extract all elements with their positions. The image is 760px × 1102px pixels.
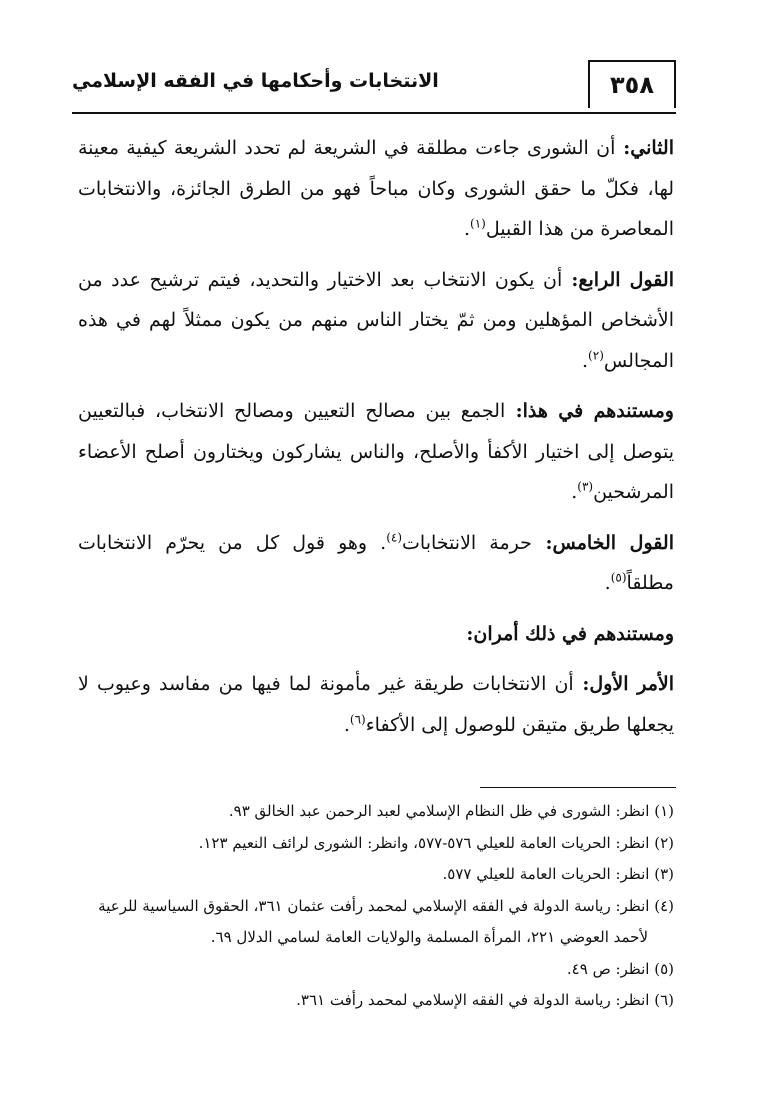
footnote-ref: (٣)	[577, 479, 594, 494]
paragraph-end: .	[582, 349, 589, 372]
paragraph-end: .	[463, 218, 471, 240]
footnotes	[78, 796, 674, 1017]
footnote-4: (٤) انظر: رياسة الدولة في الفقه الإسلامي لمحمد رأفت عثمان ٣٦١، الحقوق السياسية للرعية	[98, 896, 674, 915]
paragraph-second	[78, 128, 674, 250]
page-header	[72, 52, 676, 114]
paragraph-text-continued: . وهو قول كل من يحرّم الانتخابات مطلقاً	[78, 531, 674, 594]
header-divider	[72, 112, 676, 114]
paragraph-lead: الأمر الأول:	[573, 673, 674, 695]
paragraph-text: الجمع بين مصالح التعيين ومصالح الانتخاب، فبالتعيين يتوصل إلى اختيار الأكفأ والأصلح، والناس يشاركون ويختارون أصلح الأعضاء المرشحين	[78, 400, 674, 503]
footnote-divider	[480, 787, 676, 788]
footnote-5: (٥) انظر: ص ٤٩.	[566, 959, 674, 978]
footnote-ref: (٦)	[349, 712, 366, 727]
paragraph-end: .	[343, 713, 350, 736]
main-text	[78, 128, 674, 755]
footnote-1: (١) انظر: الشورى في ظل النظام الإسلامي لعبد الرحمن عبد الخالق ٩٣.	[228, 802, 674, 820]
paragraph-lead: الثاني:	[615, 137, 674, 159]
paragraph-two-matters	[78, 614, 674, 655]
paragraph-end: .	[604, 572, 611, 594]
paragraph-text: أن يكون الانتخاب بعد الاختيار والتحديد، فيتم ترشيح عدد من الأشخاص المؤهلين ومن ثمّ يختار الناس منهم من يكون ممثلاً لهم في هذه المجالس	[78, 268, 674, 372]
paragraph-first-matter	[78, 664, 674, 745]
paragraph-fourth-opinion	[78, 260, 674, 382]
paragraph-end: .	[571, 481, 578, 503]
paragraph-lead: ومستندهم في ذلك أمران:	[466, 622, 674, 645]
paragraph-basis	[78, 391, 674, 513]
footnote-ref: (٤)	[386, 530, 403, 545]
paragraph-fifth-opinion	[78, 523, 674, 604]
paragraph-text: أن الشورى جاءت مطلقة في الشريعة لم تحدد الشريعة كيفية معينة لها، فكلّ ما حقق الشورى وكان مباحاً فهو من الطرق الجائزة، والانتخابات المعاصرة من هذا القبيل	[78, 137, 674, 240]
footnote-3: (٣) انظر: الحريات العامة للعيلي ٥٧٧.	[442, 865, 674, 883]
footnote-2: (٢) انظر: الحريات العامة للعيلي ٥٧٦-٥٧٧، وانظر: الشورى لرائف النعيم ١٢٣.	[198, 833, 674, 852]
page-number: ٣٥٨	[588, 60, 676, 108]
footnote-ref: (١)	[470, 216, 486, 231]
running-title: الانتخابات وأحكامها في الفقه الإسلامي	[72, 70, 439, 92]
paragraph-lead: القول الخامس:	[531, 531, 674, 554]
footnote-4-continued: لأحمد العوضي ٢٢١، المرأة المسلمة والولايات العامة لسامي الدلال ٦٩.	[210, 928, 648, 946]
paragraph-text: أن الانتخابات طريقة غير مأمونة لما فيها من مفاسد وعيوب لا يجعلها طريق متيقن للوصول إلى الأكفاء	[78, 673, 674, 736]
footnote-ref: (٥)	[610, 570, 627, 585]
footnote-ref: (٢)	[588, 348, 604, 363]
paragraph-lead: القول الرابع:	[562, 268, 674, 291]
paragraph-lead: ومستندهم في هذا:	[505, 400, 674, 422]
paragraph-text: حرمة الانتخابات	[402, 531, 532, 554]
footnote-6: (٦) انظر: رياسة الدولة في الفقه الإسلامي لمحمد رأفت ٣٦١.	[296, 991, 674, 1009]
